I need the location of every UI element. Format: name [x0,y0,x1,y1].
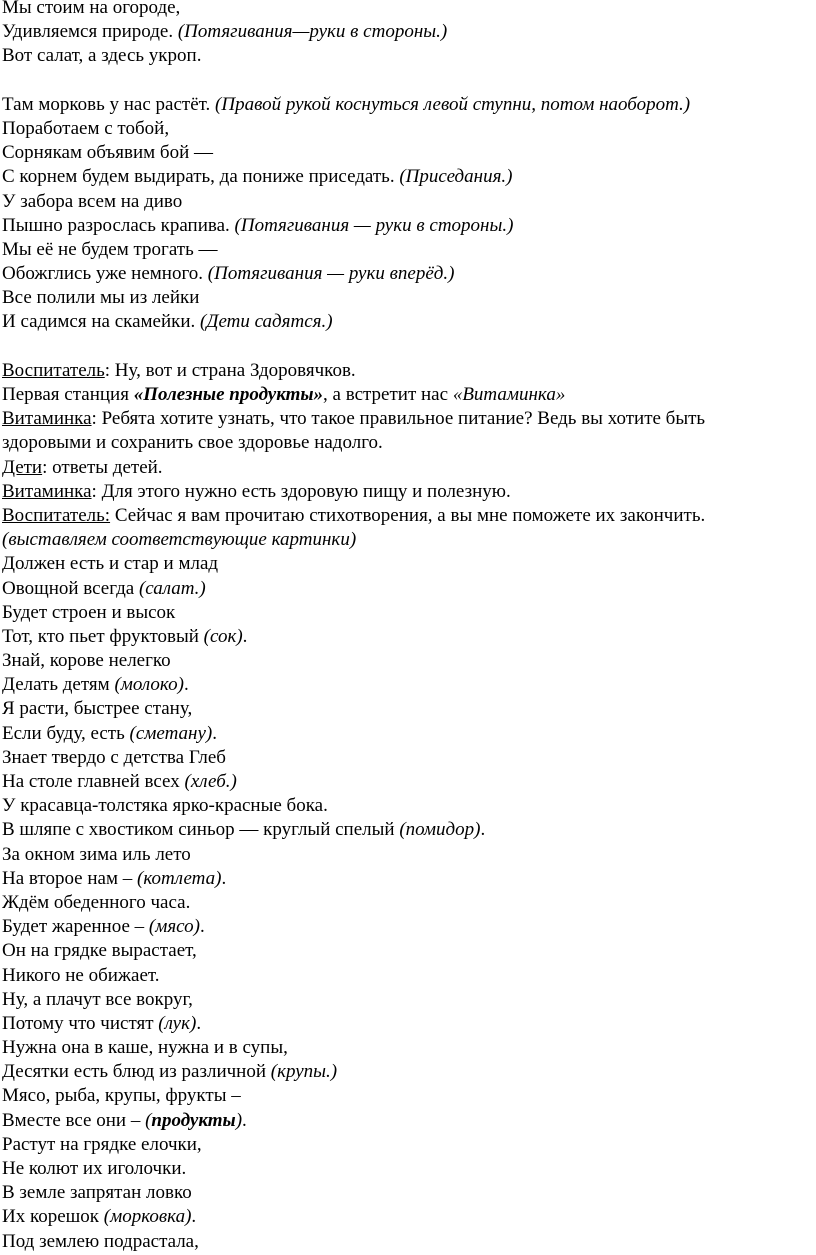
text-run: В шляпе с хвостиком синьор — круглый спелый [2,819,400,841]
italic-note: (Потягивания—руки в стороны.) [177,21,448,43]
text-line [2,480,816,504]
italic-note: (Потягивания — руки в стороны.) [234,214,514,236]
text-line [2,20,816,44]
text-run: И садимся на скамейки. [2,311,201,333]
italic-note: (Приседания.) [399,166,513,188]
text-run: Нужна она в каше, нужна и в супы, [2,1037,288,1059]
italic-note: «Витаминка» [452,384,566,405]
text-line [2,577,816,601]
speaker-label: Витаминка [2,480,92,502]
text-run: Все полили мы из лейки [2,287,200,309]
text-line [2,1084,816,1108]
text-line [2,407,816,431]
text-line [2,1181,816,1205]
text-line [2,383,816,407]
text-run: Потому что чистят [2,1012,159,1034]
text-line [2,867,816,891]
speaker-label: Витаминка [2,408,92,430]
italic-note: (сметану) [129,722,213,744]
text-line [2,770,816,794]
italic-note: (лук) [158,1012,197,1034]
text-line [2,649,816,673]
text-run: У красавца-толстяка ярко-красные бока. [2,795,328,817]
text-run: Вместе все они – [2,1109,146,1131]
bold-italic-run: «Полезные продукты» [133,384,324,405]
text-line [2,1012,816,1036]
text-run: Овощной всегда [2,577,139,599]
text-run: . [242,625,248,647]
text-run: Обожглись уже немного. [2,263,208,285]
text-line [2,359,816,383]
text-run: Поработаем с тобой, [2,117,170,139]
italic-note: (выставляем соответствующие картинки) [2,529,357,551]
text-line [2,673,816,697]
speaker-label: Дети [2,456,43,478]
text-line [2,1036,816,1060]
text-line [2,697,816,721]
text-run: Он на грядке вырастает, [2,940,197,962]
text-line [2,794,816,818]
text-line [2,818,816,842]
text-line [2,141,816,165]
text-run: За окном зима иль лето [2,843,191,865]
text-line [2,456,816,480]
text-line [2,117,816,141]
italic-note: (Потягивания — руки вперёд.) [207,263,455,285]
text-run: В земле запрятан ловко [2,1182,192,1204]
text-line [2,214,816,238]
text-line [2,262,816,286]
text-line [2,0,816,20]
text-run: Ну, а плачут все вокруг, [2,988,193,1010]
text-line [2,915,816,939]
text-run: Будет жаренное – [2,916,149,938]
text-line [2,286,816,310]
text-run: , а встретит нас [323,384,453,405]
text-run: . [242,1109,247,1131]
text-run: : Ну, вот и страна Здоровячков. [104,359,356,381]
text-run: У забора всем на диво [2,190,183,212]
text-line [2,843,816,867]
text-line [2,238,816,262]
text-line [2,1230,816,1254]
text-line [2,165,816,189]
text-line [2,1109,816,1133]
text-run: Там морковь у нас растёт. [2,93,216,115]
text-run: Знает твердо с детства Глеб [2,746,226,768]
text-run: Мы её не будем трогать — [2,238,218,260]
text-run: Десятки есть блюд из различной [2,1061,271,1083]
text-line [2,552,816,576]
italic-note: (молоко) [114,674,184,696]
italic-note: (мясо) [148,916,200,938]
italic-note: (котлета) [137,867,222,889]
bold-italic-run: продукты [151,1109,236,1131]
text-run: . [212,722,217,744]
text-line [2,310,816,334]
text-run: : Ребята хотите узнать, что такое правильное питание? Ведь вы хотите быть [91,408,706,430]
italic-note: (салат.) [138,577,206,599]
text-run: Вот салат, а здесь укроп. [2,45,202,67]
text-run: Удивляемся природе. [2,21,178,43]
text-run: . [199,916,205,938]
text-run: Мясо, рыба, крупы, фрукты – [2,1085,241,1107]
text-run: Ждём обеденного часа. [2,891,191,913]
text-line [2,1060,816,1084]
italic-note: (Правой рукой коснуться левой ступни, потом наоборот.) [215,93,691,115]
italic-note: ( [145,1109,152,1131]
text-run: На второе нам – [2,867,137,889]
text-line [2,44,816,68]
text-run: : Для этого нужно есть здоровую пищу и полезную. [91,480,511,502]
italic-note: (Дети садятся.) [200,311,333,333]
text-run: здоровыми и сохранить свое здоровье надолго. [2,432,383,454]
text-line [2,431,816,455]
text-run: Делать детям [2,674,115,696]
text-run: Под землею подрастала, [2,1230,199,1252]
text-run: Пышно разрослась крапива. [2,214,235,236]
text-line [2,1133,816,1157]
text-line [2,746,816,770]
text-run: . [480,819,486,841]
text-run: Я расти, быстрее стану, [2,698,193,720]
text-run: Первая станция [2,384,134,405]
blank-line [2,69,816,93]
speaker-label: Воспитатель [2,359,105,381]
text-run: На столе главней всех [2,771,185,792]
text-line [2,939,816,963]
text-run: Растут на грядке елочки, [2,1133,202,1155]
text-line [2,93,816,117]
text-run: Сейчас я вам прочитаю стихотворения, а вы мне поможете их закончить. [110,504,706,526]
italic-note: ) [235,1109,243,1131]
blank-line [2,335,816,359]
text-run: . [191,1206,197,1228]
speaker-label: Воспитатель: [2,504,111,526]
italic-note: (крупы.) [270,1061,338,1083]
text-run: . [183,674,189,696]
text-run: Никого не обижает. [2,964,160,986]
text-run: . [196,1012,202,1034]
text-line [2,1205,816,1229]
text-run: Знай, корове нелегко [2,650,171,672]
text-line [2,625,816,649]
text-line [2,1157,816,1181]
text-run: Не колют их иголочки. [2,1158,187,1179]
text-run: Их корешок [2,1206,104,1228]
text-run: Если буду, есть [2,722,130,744]
text-run: . [221,867,227,889]
text-line [2,190,816,214]
text-line [2,528,816,552]
italic-note: (помидор) [399,819,481,841]
text-line [2,988,816,1012]
text-run: Будет строен и высок [2,601,176,623]
text-line [2,964,816,988]
italic-note: (морковка) [103,1206,192,1228]
text-line [2,504,816,528]
text-run: С корнем будем выдирать, да пониже приседать. [2,166,400,188]
text-run: Должен есть и стар и млад [2,553,219,575]
text-run: Мы стоим на огороде, [2,0,181,18]
italic-note: (хлеб.) [184,771,237,792]
text-run: Сорнякам объявим бой — [2,142,213,164]
text-run: Тот, кто пьет фруктовый [2,625,204,647]
text-line [2,722,816,746]
text-line [2,891,816,915]
text-line [2,601,816,625]
italic-note: (сок) [203,625,243,647]
text-run: : ответы детей. [42,456,163,478]
